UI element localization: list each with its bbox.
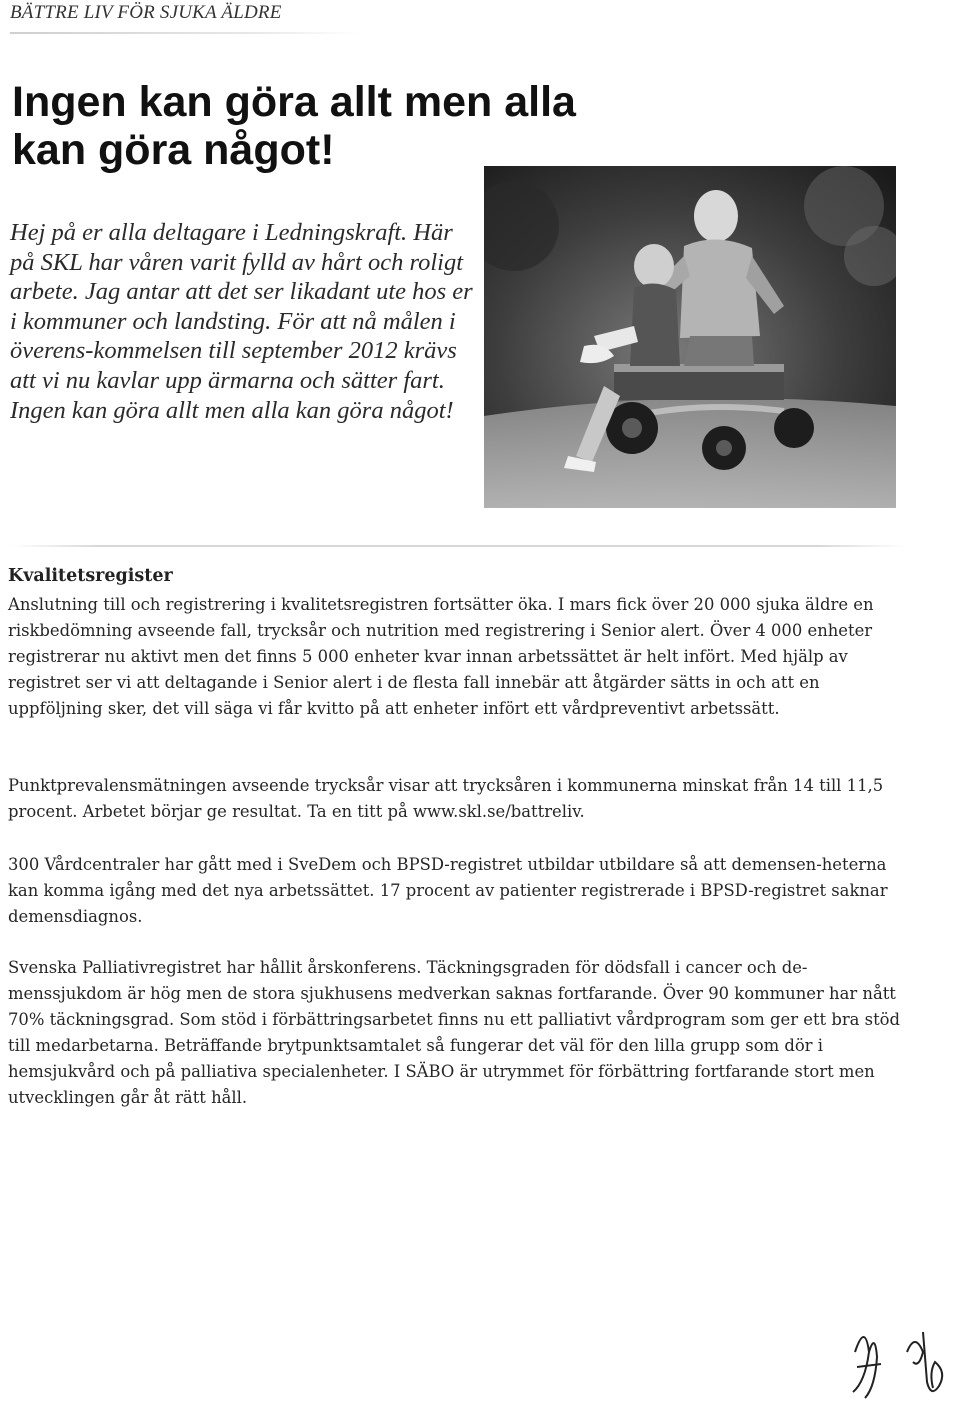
paragraph-palliativregistret: Svenska Palliativregistret har hållit årskonferens. Täckningsgraden för dödsfall i cancer och de-menssjukdom är hög men de stora sjukhusens medverkan saknas fortfarande. Över 90 kommuner har nått 70% täckningsgrad. Som stöd i förbättringsarbetet finns nu ett palliativt vårdprogram som ger ett bra stöd till medarbetarna. Beträffande brytpunktsamtalet så fungerar det väl för den lilla grupp som dör i hemsjukvård och på palliativa specialenheter. I SÄBO är utrymmet för förbättring fortfarande stort men utvecklingen går åt rätt håll.: [8, 958, 901, 1107]
photo-illustration: [484, 166, 896, 508]
handwritten-initials: [835, 1312, 955, 1402]
section-title: Kvalitetsregister: [8, 566, 173, 586]
running-header: BÄTTRE LIV FÖR SJUKA ÄLDRE: [10, 2, 282, 23]
headline-line-1: Ingen kan göra allt men alla: [12, 78, 576, 126]
intro-paragraph: Hej på er alla deltagare i Ledningskraft. Här på SKL har våren varit fylld av hårt och roligt arbete. Jag antar att det ser likadant ute hos er i kommuner och landsting. För att nå målen i överens-kommelsen till september 2012 krävs att vi nu kavlar upp ärmarna och sätter fart. Ingen kan göra allt men alla kan göra något!: [10, 219, 473, 424]
paragraph-punktprevalens: Punktprevalensmätningen avseende trycksår visar att trycksåren i kommunerna minskat från 14 till 11,5 procent. Arbetet börjar ge resultat. Ta en titt på www.skl.se/battreliv.: [8, 776, 884, 821]
headline-line-2: kan göra något!: [12, 126, 335, 174]
paragraph-vardcentraler: 300 Vårdcentraler har gått med i SveDem och BPSD-registret utbildar utbildare så att demensen-heterna kan komma igång med det nya arbetssättet. 17 procent av patienter registrerade i BPSD-registret saknar demensdiagnos.: [8, 855, 888, 926]
photo-elderly-couple: [484, 166, 896, 508]
headline: [12, 78, 712, 174]
section-divider: [10, 545, 906, 547]
paragraph-kvalitetsregister: Anslutning till och registrering i kvalitetsregistren fortsätter öka. I mars fick över 20 000 sjuka äldre en riskbedömning avseende fall, trycksår och nutrition med registrering i Senior alert. Över 4 000 enheter registrerar nu aktivt men det finns 5 000 enheter kvar innan arbetssättet är helt infört. Med hjälp av registret ser vi att deltagande i Senior alert i de flesta fall innebär att åtgärder sätts in och att en uppföljning sker, det vill säga vi får kvitto på att enheter infört ett vårdpreventivt arbetssätt.: [8, 595, 874, 718]
header-rule: [10, 32, 360, 34]
